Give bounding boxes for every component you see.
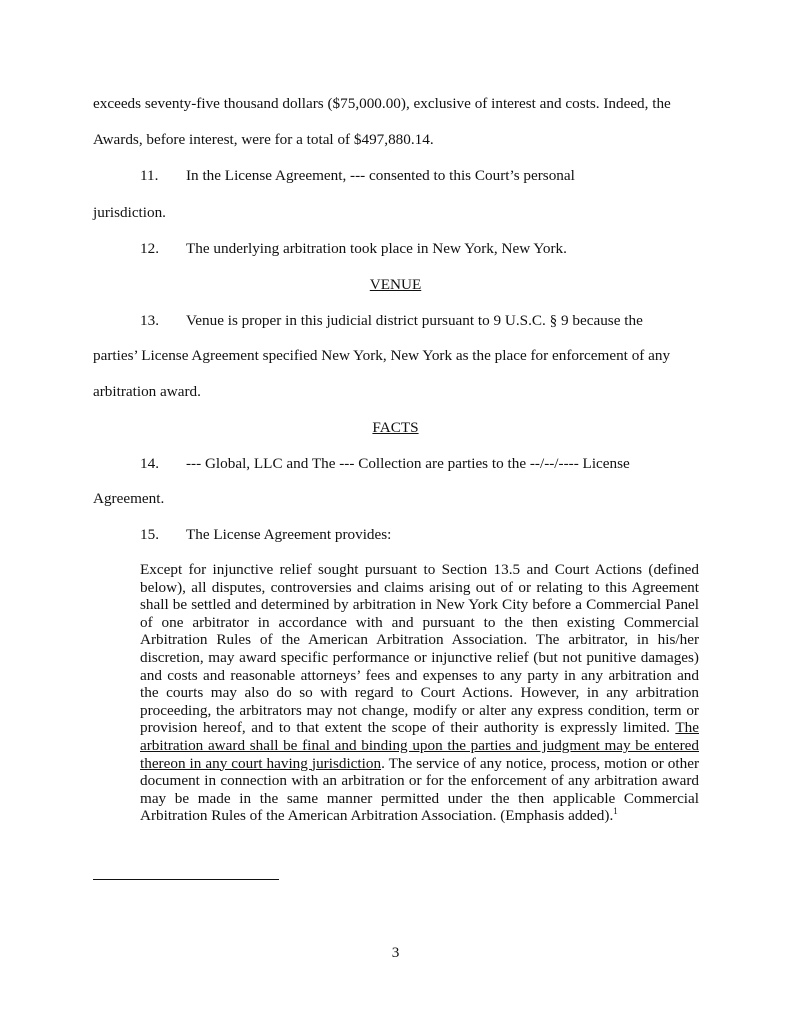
- facts-heading: FACTS: [372, 419, 419, 436]
- paragraph-14-line-1: --- Global, LLC and The --- Collection are parties to the --/--/---- License: [186, 455, 630, 472]
- paragraph-continuation-line-2: Awards, before interest, were for a total of $497,880.14.: [93, 131, 434, 148]
- paragraph-15-line-1: The License Agreement provides:: [186, 526, 392, 543]
- paragraph-11-line-1: In the License Agreement, --- consented to this Court’s personal: [186, 167, 575, 184]
- block-quote-emphasis: The arbitration award shall be final and binding upon the parties and judgment may be entered thereon in any court having jurisdiction: [140, 719, 699, 772]
- paragraph-15-number: 15.: [140, 526, 159, 543]
- paragraph-13-line-1: Venue is proper in this judicial district pursuant to 9 U.S.C. § 9 because the: [186, 312, 643, 329]
- paragraph-13-line-2: parties’ License Agreement specified New York, New York as the place for enforcement of any: [93, 347, 671, 364]
- paragraph-14-line-2: Agreement.: [93, 490, 165, 507]
- footnote-reference[interactable]: 1: [613, 806, 618, 817]
- paragraph-12-line-1: The underlying arbitration took place in New York, New York.: [186, 240, 567, 257]
- paragraph-11-line-2: jurisdiction.: [93, 204, 166, 221]
- paragraph-12-number: 12.: [140, 240, 159, 257]
- block-quote: [140, 561, 699, 825]
- venue-heading: VENUE: [369, 276, 422, 293]
- block-quote-text-1: Except for injunctive relief sought pursuant to Section 13.5 and Court Actions (defined below), all disputes, controversies and claims arising out of or relating to this Agreement shall be settled and determined by arbitration in New York City before a Commercial Panel of one arbitrator in accordance with and pursuant to the then existing Commercial Arbitration Rules of the American Arbitration Association. The arbitrator, in his/her discretion, may award specific performance or injunctive relief (but not punitive damages) and costs and reasonable attorneys’ fees and expenses to any party in any arbitration and the courts may also do so with regard to Court Actions. However, in any arbitration proceeding, the arbitrators may not change, modify or alter any express condition, term or provision hereof, and to that extent the scope of their authority is expressly limited.: [140, 561, 699, 737]
- paragraph-11-number: 11.: [140, 167, 159, 184]
- paragraph-13-line-3: arbitration award.: [93, 383, 201, 400]
- footnote-separator: [93, 879, 279, 880]
- page-number: 3: [391, 944, 400, 961]
- block-quote-text-2: . The service of any notice, process, motion or other document in connection with an arbitration or for the enforcement of any arbitration award may be made in the same manner permitted under the then applicable Commercial Arbitration Rules of the American Arbitration Association. (Emphasis added).: [140, 754, 700, 825]
- paragraph-continuation-line-1: exceeds seventy-five thousand dollars ($75,000.00), exclusive of interest and costs. Indeed, the: [93, 95, 671, 112]
- paragraph-14-number: 14.: [140, 455, 159, 472]
- paragraph-13-number: 13.: [140, 312, 159, 329]
